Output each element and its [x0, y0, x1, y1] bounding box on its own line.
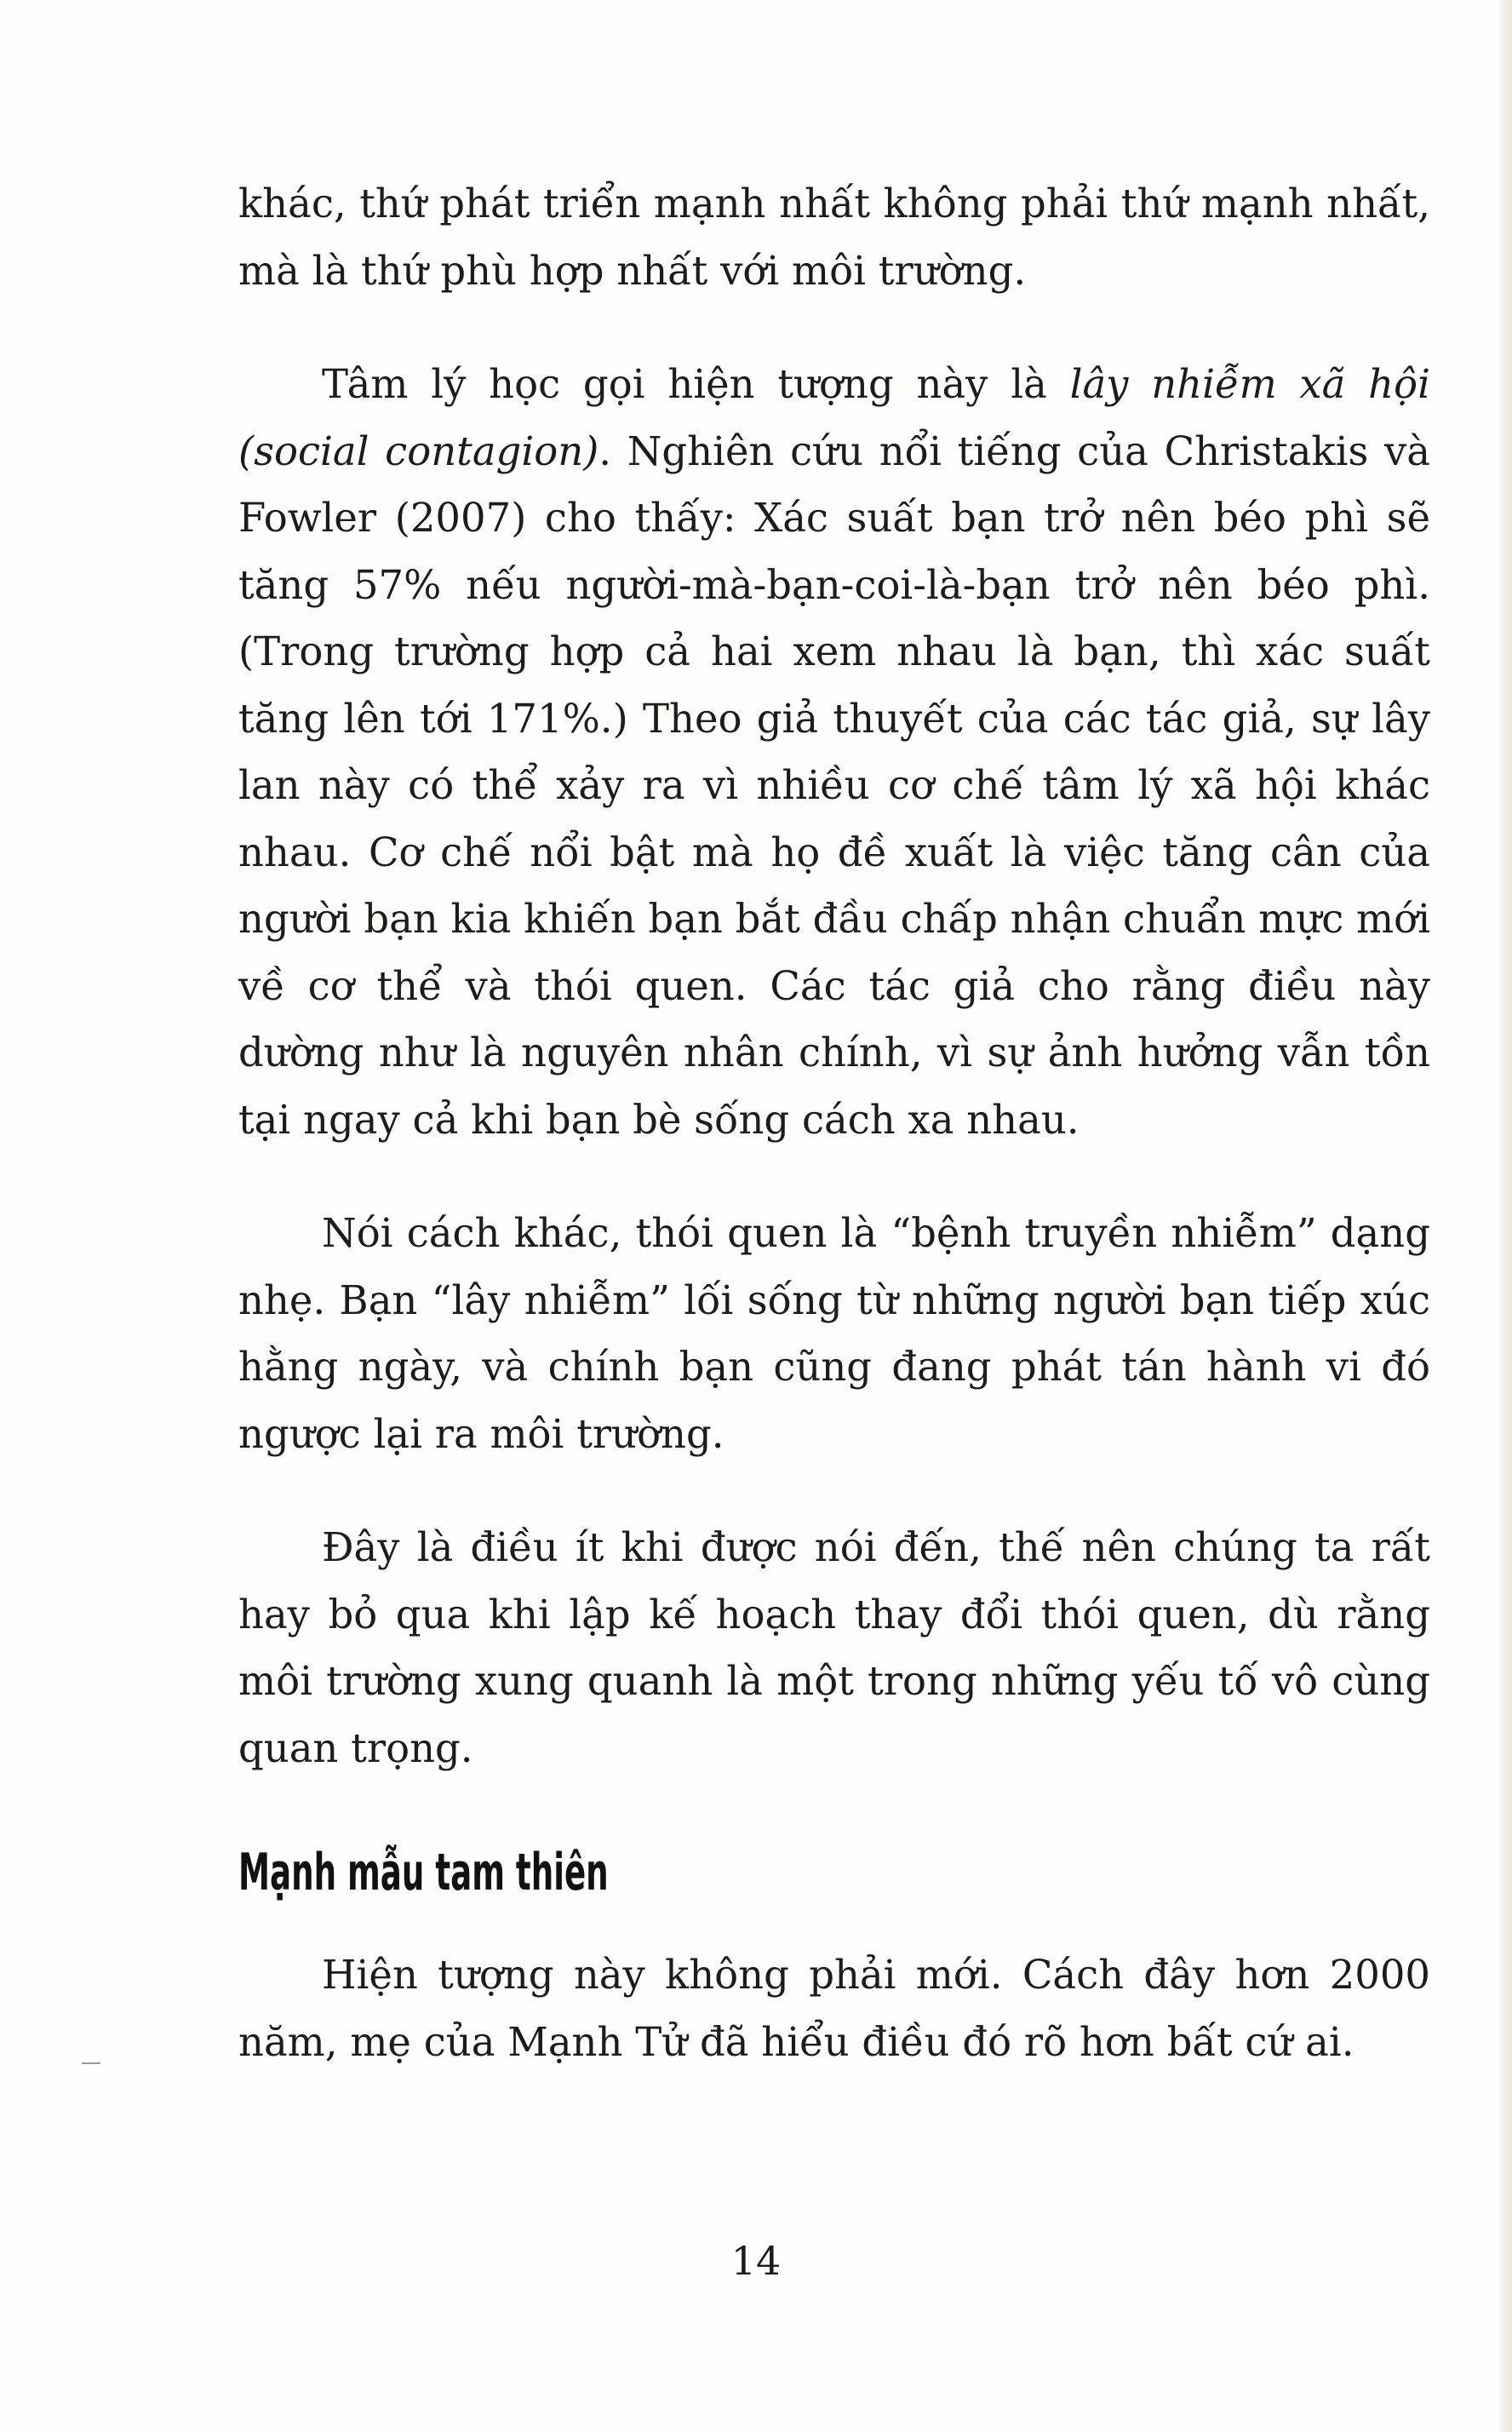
section-heading: Mạnh mẫu tam thiên — [238, 1843, 609, 1902]
margin-mark — [82, 2062, 100, 2064]
paragraph-2 — [238, 351, 1430, 1153]
page-number: 14 — [730, 2238, 782, 2284]
paragraph-4: Đây là điều ít khi được nói đến, thế nên chúng ta rất hay bỏ qua khi lập kế hoạch thay đổi thói quen, dù rằng môi trường xung quanh là một trong những yếu tố vô cùng quan trọng. — [238, 1524, 1430, 1771]
paragraph-5: Hiện tượng này không phải mới. Cách đây hơn 2000 năm, mẹ của Mạnh Tử đã hiểu điều đó rõ hơn bất cứ ai. — [238, 1952, 1430, 2065]
paragraph-2-lead: Tâm lý học gọi hiện tượng này là — [322, 361, 1070, 407]
page-edge — [1500, 0, 1512, 2432]
paragraph-1: khác, thứ phát triển mạnh nhất không phải thứ mạnh nhất, mà là thứ phù hợp nhất với môi trường. — [238, 181, 1430, 294]
page-body — [238, 170, 1430, 2075]
paragraph-3: Nói cách khác, thói quen là “bệnh truyền nhiễm” dạng nhẹ. Bạn “lây nhiễm” lối sống từ những người bạn tiếp xúc hằng ngày, và chính bạn cũng đang phát tán hành vi đó ngược lại ra môi trường. — [238, 1210, 1430, 1457]
paragraph-2-body: . Nghiên cứu nổi tiếng của Christakis và Fowler (2007) cho thấy: Xác suất bạn trở nên béo phì sẽ tăng 57% nếu người-mà-bạn-coi-là-bạn trở nên béo phì. (Trong trường hợp cả hai xem nhau là bạn, thì xác suất tăng lên tới 171%.) Theo giả thuyết của các tác giả, sự lây lan này có thể xảy ra vì nhiều cơ chế tâm lý xã hội khác nhau. Cơ chế nổi bật mà họ đề xuất là việc tăng cân của người bạn kia khiến bạn bắt đầu chấp nhận chuẩn mực mới về cơ thể và thói quen. Các tác giả cho rằng điều này dường như là nguyên nhân chính, vì sự ảnh hưởng vẫn tồn tại ngay cả khi bạn bè sống cách xa nhau. — [238, 427, 1430, 1143]
term-social-contagion: lây nhiễm xã hội (social contagion) — [238, 361, 1430, 474]
